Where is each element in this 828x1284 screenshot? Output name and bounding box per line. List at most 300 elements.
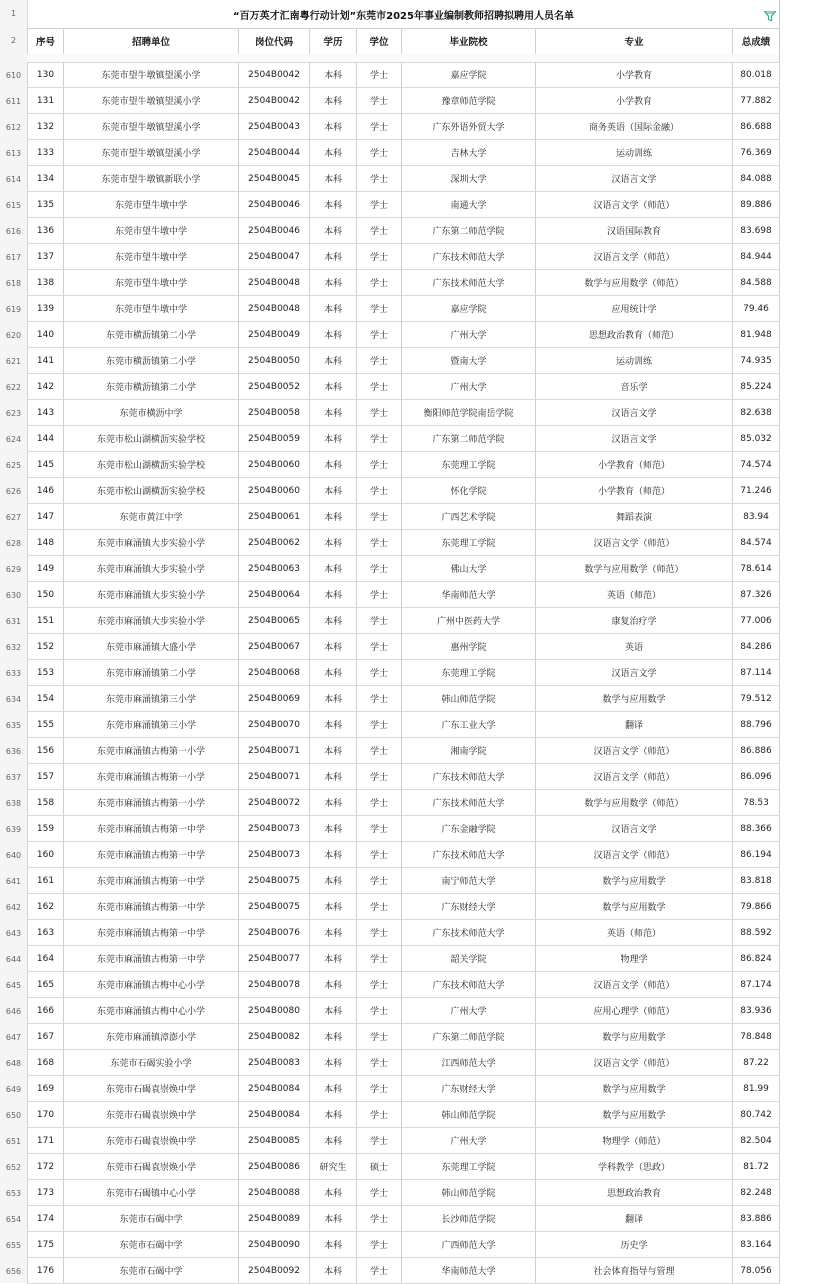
cell-score[interactable]: 74.935 bbox=[733, 348, 780, 374]
cell-score[interactable]: 78.53 bbox=[733, 790, 780, 816]
cell-index[interactable]: 170 bbox=[27, 1102, 64, 1128]
cell-education[interactable]: 本科 bbox=[310, 842, 357, 868]
row-number[interactable]: 619 bbox=[5, 305, 22, 314]
row-number[interactable]: 610 bbox=[5, 71, 22, 80]
cell-major[interactable]: 英语（师范） bbox=[536, 920, 733, 946]
cell-index[interactable]: 171 bbox=[27, 1128, 64, 1154]
cell-score[interactable]: 84.574 bbox=[733, 530, 780, 556]
cell-education[interactable]: 本科 bbox=[310, 738, 357, 764]
cell-unit[interactable]: 东莞市石碣袁崇焕中学 bbox=[64, 1128, 239, 1154]
cell-post-code[interactable]: 2504B0061 bbox=[239, 504, 310, 530]
row-number[interactable]: 618 bbox=[5, 279, 22, 288]
row-number[interactable]: 634 bbox=[5, 695, 22, 704]
cell-score[interactable]: 87.326 bbox=[733, 582, 780, 608]
cell-major[interactable]: 汉语言文学（师范） bbox=[536, 764, 733, 790]
cell-score[interactable]: 88.366 bbox=[733, 816, 780, 842]
cell-post-code[interactable]: 2504B0060 bbox=[239, 452, 310, 478]
cell-education[interactable]: 本科 bbox=[310, 634, 357, 660]
cell-unit[interactable]: 东莞市松山湖横沥实验学校 bbox=[64, 478, 239, 504]
cell-degree[interactable]: 学士 bbox=[357, 686, 402, 712]
cell-post-code[interactable]: 2504B0059 bbox=[239, 426, 310, 452]
cell-unit[interactable]: 东莞市麻涌镇第三小学 bbox=[64, 712, 239, 738]
cell-post-code[interactable]: 2504B0049 bbox=[239, 322, 310, 348]
cell-education[interactable]: 本科 bbox=[310, 1050, 357, 1076]
cell-index[interactable]: 135 bbox=[27, 192, 64, 218]
row-number[interactable]: 629 bbox=[5, 565, 22, 574]
cell-score[interactable]: 80.742 bbox=[733, 1102, 780, 1128]
row-number[interactable]: 630 bbox=[5, 591, 22, 600]
cell-score[interactable]: 83.818 bbox=[733, 868, 780, 894]
cell-school[interactable]: 广东技术师范大学 bbox=[402, 244, 536, 270]
cell-post-code[interactable]: 2504B0089 bbox=[239, 1206, 310, 1232]
cell-education[interactable]: 本科 bbox=[310, 192, 357, 218]
cell-unit[interactable]: 东莞市麻涌镇古梅中心小学 bbox=[64, 972, 239, 998]
cell-major[interactable]: 数学与应用数学 bbox=[536, 868, 733, 894]
cell-index[interactable]: 149 bbox=[27, 556, 64, 582]
cell-score[interactable]: 83.886 bbox=[733, 1206, 780, 1232]
cell-unit[interactable]: 东莞市麻涌镇大步实验小学 bbox=[64, 556, 239, 582]
cell-index[interactable]: 157 bbox=[27, 764, 64, 790]
cell-index[interactable]: 169 bbox=[27, 1076, 64, 1102]
cell-post-code[interactable]: 2504B0084 bbox=[239, 1076, 310, 1102]
cell-education[interactable]: 本科 bbox=[310, 790, 357, 816]
cell-score[interactable]: 81.72 bbox=[733, 1154, 780, 1180]
row-number[interactable]: 632 bbox=[5, 643, 22, 652]
cell-education[interactable]: 本科 bbox=[310, 1024, 357, 1050]
cell-index[interactable]: 133 bbox=[27, 140, 64, 166]
cell-major[interactable]: 汉语言文学 bbox=[536, 426, 733, 452]
cell-index[interactable]: 155 bbox=[27, 712, 64, 738]
cell-score[interactable]: 89.886 bbox=[733, 192, 780, 218]
cell-major[interactable]: 汉语言文学 bbox=[536, 166, 733, 192]
cell-school[interactable]: 南通大学 bbox=[402, 192, 536, 218]
cell-education[interactable]: 本科 bbox=[310, 530, 357, 556]
cell-degree[interactable]: 学士 bbox=[357, 1206, 402, 1232]
row-number[interactable]: 625 bbox=[5, 461, 22, 470]
cell-post-code[interactable]: 2504B0086 bbox=[239, 1154, 310, 1180]
cell-major[interactable]: 汉语言文学 bbox=[536, 816, 733, 842]
cell-unit[interactable]: 东莞市望牛墩镇望溪小学 bbox=[64, 114, 239, 140]
cell-unit[interactable]: 东莞市石碣袁崇焕中学 bbox=[64, 1076, 239, 1102]
cell-degree[interactable]: 学士 bbox=[357, 660, 402, 686]
cell-major[interactable]: 翻译 bbox=[536, 712, 733, 738]
row-number[interactable]: 637 bbox=[5, 773, 22, 782]
cell-index[interactable]: 163 bbox=[27, 920, 64, 946]
cell-education[interactable]: 本科 bbox=[310, 582, 357, 608]
cell-major[interactable]: 数学与应用数学 bbox=[536, 894, 733, 920]
cell-index[interactable]: 168 bbox=[27, 1050, 64, 1076]
cell-degree[interactable]: 学士 bbox=[357, 816, 402, 842]
cell-school[interactable]: 惠州学院 bbox=[402, 634, 536, 660]
cell-education[interactable]: 本科 bbox=[310, 868, 357, 894]
cell-school[interactable]: 东莞理工学院 bbox=[402, 530, 536, 556]
cell-index[interactable]: 139 bbox=[27, 296, 64, 322]
cell-score[interactable]: 81.948 bbox=[733, 322, 780, 348]
cell-education[interactable]: 本科 bbox=[310, 946, 357, 972]
cell-school[interactable]: 广西师范大学 bbox=[402, 1232, 536, 1258]
cell-post-code[interactable]: 2504B0083 bbox=[239, 1050, 310, 1076]
cell-index[interactable]: 140 bbox=[27, 322, 64, 348]
row-number[interactable]: 636 bbox=[5, 747, 22, 756]
cell-index[interactable]: 172 bbox=[27, 1154, 64, 1180]
cell-degree[interactable]: 学士 bbox=[357, 998, 402, 1024]
cell-education[interactable]: 本科 bbox=[310, 972, 357, 998]
cell-degree[interactable]: 学士 bbox=[357, 62, 402, 88]
cell-post-code[interactable]: 2504B0043 bbox=[239, 114, 310, 140]
cell-post-code[interactable]: 2504B0058 bbox=[239, 400, 310, 426]
cell-education[interactable]: 本科 bbox=[310, 140, 357, 166]
cell-school[interactable]: 豫章师范学院 bbox=[402, 88, 536, 114]
cell-score[interactable]: 86.886 bbox=[733, 738, 780, 764]
cell-score[interactable]: 78.614 bbox=[733, 556, 780, 582]
cell-major[interactable]: 数学与应用数学（师范） bbox=[536, 790, 733, 816]
row-number[interactable]: 611 bbox=[5, 97, 22, 106]
cell-major[interactable]: 小学教育 bbox=[536, 88, 733, 114]
cell-education[interactable]: 本科 bbox=[310, 426, 357, 452]
cell-score[interactable]: 86.194 bbox=[733, 842, 780, 868]
cell-unit[interactable]: 东莞市麻涌镇第二小学 bbox=[64, 660, 239, 686]
row-number[interactable]: 1 bbox=[10, 9, 17, 18]
cell-degree[interactable]: 学士 bbox=[357, 634, 402, 660]
cell-degree[interactable]: 学士 bbox=[357, 140, 402, 166]
cell-education[interactable]: 本科 bbox=[310, 322, 357, 348]
cell-school[interactable]: 广州中医药大学 bbox=[402, 608, 536, 634]
cell-unit[interactable]: 东莞市麻涌镇古梅第一中学 bbox=[64, 842, 239, 868]
cell-school[interactable]: 湘南学院 bbox=[402, 738, 536, 764]
cell-school[interactable]: 韶关学院 bbox=[402, 946, 536, 972]
row-number[interactable]: 655 bbox=[5, 1241, 22, 1250]
cell-school[interactable]: 嘉应学院 bbox=[402, 62, 536, 88]
cell-score[interactable]: 86.824 bbox=[733, 946, 780, 972]
cell-education[interactable]: 本科 bbox=[310, 452, 357, 478]
cell-degree[interactable]: 学士 bbox=[357, 504, 402, 530]
row-number[interactable]: 2 bbox=[10, 36, 17, 45]
cell-unit[interactable]: 东莞市望牛墩镇望溪小学 bbox=[64, 140, 239, 166]
cell-school[interactable]: 广东财经大学 bbox=[402, 1076, 536, 1102]
cell-degree[interactable]: 学士 bbox=[357, 296, 402, 322]
cell-degree[interactable]: 学士 bbox=[357, 1128, 402, 1154]
cell-major[interactable]: 数学与应用数学（师范） bbox=[536, 556, 733, 582]
cell-education[interactable]: 研究生 bbox=[310, 1154, 357, 1180]
row-number[interactable]: 642 bbox=[5, 903, 22, 912]
cell-unit[interactable]: 东莞市石碣中学 bbox=[64, 1206, 239, 1232]
cell-post-code[interactable]: 2504B0068 bbox=[239, 660, 310, 686]
cell-score[interactable]: 85.032 bbox=[733, 426, 780, 452]
cell-post-code[interactable]: 2504B0090 bbox=[239, 1232, 310, 1258]
cell-degree[interactable]: 硕士 bbox=[357, 1154, 402, 1180]
cell-education[interactable]: 本科 bbox=[310, 114, 357, 140]
cell-unit[interactable]: 东莞市横沥镇第二小学 bbox=[64, 322, 239, 348]
row-number[interactable]: 628 bbox=[5, 539, 22, 548]
cell-school[interactable]: 广东第二师范学院 bbox=[402, 426, 536, 452]
cell-index[interactable]: 148 bbox=[27, 530, 64, 556]
cell-education[interactable]: 本科 bbox=[310, 270, 357, 296]
cell-major[interactable]: 英语 bbox=[536, 634, 733, 660]
cell-score[interactable]: 88.796 bbox=[733, 712, 780, 738]
header-cell-degree[interactable]: 学位 bbox=[357, 28, 402, 54]
cell-degree[interactable]: 学士 bbox=[357, 244, 402, 270]
cell-education[interactable]: 本科 bbox=[310, 88, 357, 114]
cell-school[interactable]: 广西艺术学院 bbox=[402, 504, 536, 530]
row-number[interactable]: 615 bbox=[5, 201, 22, 210]
cell-score[interactable]: 79.512 bbox=[733, 686, 780, 712]
cell-post-code[interactable]: 2504B0047 bbox=[239, 244, 310, 270]
cell-score[interactable]: 76.369 bbox=[733, 140, 780, 166]
cell-score[interactable]: 81.99 bbox=[733, 1076, 780, 1102]
cell-index[interactable]: 167 bbox=[27, 1024, 64, 1050]
cell-major[interactable]: 英语（师范） bbox=[536, 582, 733, 608]
cell-index[interactable]: 164 bbox=[27, 946, 64, 972]
cell-score[interactable]: 83.936 bbox=[733, 998, 780, 1024]
cell-major[interactable]: 汉语言文学（师范） bbox=[536, 972, 733, 998]
cell-degree[interactable]: 学士 bbox=[357, 400, 402, 426]
cell-education[interactable]: 本科 bbox=[310, 478, 357, 504]
cell-post-code[interactable]: 2504B0092 bbox=[239, 1258, 310, 1284]
cell-score[interactable]: 86.688 bbox=[733, 114, 780, 140]
row-number[interactable]: 612 bbox=[5, 123, 22, 132]
cell-score[interactable]: 87.114 bbox=[733, 660, 780, 686]
cell-score[interactable]: 77.882 bbox=[733, 88, 780, 114]
cell-degree[interactable]: 学士 bbox=[357, 374, 402, 400]
row-number[interactable]: 648 bbox=[5, 1059, 22, 1068]
cell-index[interactable]: 158 bbox=[27, 790, 64, 816]
cell-degree[interactable]: 学士 bbox=[357, 1102, 402, 1128]
filter-icon[interactable] bbox=[764, 11, 776, 21]
row-number[interactable]: 649 bbox=[5, 1085, 22, 1094]
cell-education[interactable]: 本科 bbox=[310, 504, 357, 530]
row-number[interactable]: 640 bbox=[5, 851, 22, 860]
cell-degree[interactable]: 学士 bbox=[357, 478, 402, 504]
cell-index[interactable]: 134 bbox=[27, 166, 64, 192]
cell-score[interactable]: 82.248 bbox=[733, 1180, 780, 1206]
cell-index[interactable]: 145 bbox=[27, 452, 64, 478]
cell-index[interactable]: 154 bbox=[27, 686, 64, 712]
cell-major[interactable]: 运动训练 bbox=[536, 348, 733, 374]
cell-unit[interactable]: 东莞市麻涌镇漳澎小学 bbox=[64, 1024, 239, 1050]
cell-index[interactable]: 151 bbox=[27, 608, 64, 634]
cell-unit[interactable]: 东莞市横沥镇第二小学 bbox=[64, 348, 239, 374]
cell-school[interactable]: 南宁师范大学 bbox=[402, 868, 536, 894]
cell-index[interactable]: 160 bbox=[27, 842, 64, 868]
cell-index[interactable]: 143 bbox=[27, 400, 64, 426]
cell-degree[interactable]: 学士 bbox=[357, 270, 402, 296]
cell-major[interactable]: 汉语言文学（师范） bbox=[536, 244, 733, 270]
cell-degree[interactable]: 学士 bbox=[357, 764, 402, 790]
cell-post-code[interactable]: 2504B0046 bbox=[239, 192, 310, 218]
cell-degree[interactable]: 学士 bbox=[357, 1258, 402, 1284]
cell-school[interactable]: 广东第二师范学院 bbox=[402, 1024, 536, 1050]
cell-unit[interactable]: 东莞市麻涌镇大盛小学 bbox=[64, 634, 239, 660]
cell-post-code[interactable]: 2504B0042 bbox=[239, 88, 310, 114]
cell-post-code[interactable]: 2504B0084 bbox=[239, 1102, 310, 1128]
cell-unit[interactable]: 东莞市麻涌镇古梅第一中学 bbox=[64, 816, 239, 842]
cell-education[interactable]: 本科 bbox=[310, 244, 357, 270]
row-number[interactable]: 639 bbox=[5, 825, 22, 834]
cell-major[interactable]: 学科教学（思政） bbox=[536, 1154, 733, 1180]
cell-school[interactable]: 广州大学 bbox=[402, 322, 536, 348]
header-cell-school[interactable]: 毕业院校 bbox=[402, 28, 536, 54]
cell-post-code[interactable]: 2504B0042 bbox=[239, 62, 310, 88]
cell-unit[interactable]: 东莞市石碣镇中心小学 bbox=[64, 1180, 239, 1206]
row-number[interactable]: 651 bbox=[5, 1137, 22, 1146]
cell-post-code[interactable]: 2504B0067 bbox=[239, 634, 310, 660]
row-number[interactable]: 620 bbox=[5, 331, 22, 340]
cell-score[interactable]: 83.94 bbox=[733, 504, 780, 530]
cell-degree[interactable]: 学士 bbox=[357, 790, 402, 816]
cell-post-code[interactable]: 2504B0060 bbox=[239, 478, 310, 504]
row-number[interactable]: 631 bbox=[5, 617, 22, 626]
cell-major[interactable]: 小学教育 bbox=[536, 62, 733, 88]
cell-unit[interactable]: 东莞市横沥中学 bbox=[64, 400, 239, 426]
cell-school[interactable]: 长沙师范学院 bbox=[402, 1206, 536, 1232]
cell-score[interactable]: 74.574 bbox=[733, 452, 780, 478]
cell-score[interactable]: 84.286 bbox=[733, 634, 780, 660]
cell-degree[interactable]: 学士 bbox=[357, 88, 402, 114]
cell-degree[interactable]: 学士 bbox=[357, 608, 402, 634]
row-number[interactable]: 641 bbox=[5, 877, 22, 886]
cell-education[interactable]: 本科 bbox=[310, 920, 357, 946]
cell-major[interactable]: 思想政治教育 bbox=[536, 1180, 733, 1206]
cell-post-code[interactable]: 2504B0065 bbox=[239, 608, 310, 634]
header-cell-major[interactable]: 专业 bbox=[536, 28, 733, 54]
cell-score[interactable]: 78.848 bbox=[733, 1024, 780, 1050]
cell-unit[interactable]: 东莞市石碣中学 bbox=[64, 1258, 239, 1284]
cell-score[interactable]: 83.164 bbox=[733, 1232, 780, 1258]
cell-index[interactable]: 173 bbox=[27, 1180, 64, 1206]
cell-index[interactable]: 162 bbox=[27, 894, 64, 920]
cell-degree[interactable]: 学士 bbox=[357, 348, 402, 374]
cell-unit[interactable]: 东莞市黄江中学 bbox=[64, 504, 239, 530]
cell-index[interactable]: 137 bbox=[27, 244, 64, 270]
cell-degree[interactable]: 学士 bbox=[357, 1050, 402, 1076]
cell-school[interactable]: 嘉应学院 bbox=[402, 296, 536, 322]
cell-school[interactable]: 江西师范大学 bbox=[402, 1050, 536, 1076]
cell-score[interactable]: 83.698 bbox=[733, 218, 780, 244]
cell-major[interactable]: 汉语言文学 bbox=[536, 660, 733, 686]
row-number[interactable]: 638 bbox=[5, 799, 22, 808]
cell-major[interactable]: 应用统计学 bbox=[536, 296, 733, 322]
cell-index[interactable]: 138 bbox=[27, 270, 64, 296]
cell-school[interactable]: 深圳大学 bbox=[402, 166, 536, 192]
cell-education[interactable]: 本科 bbox=[310, 1206, 357, 1232]
cell-score[interactable]: 84.944 bbox=[733, 244, 780, 270]
cell-score[interactable]: 79.866 bbox=[733, 894, 780, 920]
cell-education[interactable]: 本科 bbox=[310, 374, 357, 400]
cell-index[interactable]: 176 bbox=[27, 1258, 64, 1284]
cell-score[interactable]: 84.588 bbox=[733, 270, 780, 296]
row-number[interactable]: 644 bbox=[5, 955, 22, 964]
cell-unit[interactable]: 东莞市望牛墩中学 bbox=[64, 192, 239, 218]
cell-unit[interactable]: 东莞市麻涌镇古梅第一小学 bbox=[64, 764, 239, 790]
cell-index[interactable]: 141 bbox=[27, 348, 64, 374]
row-number[interactable]: 622 bbox=[5, 383, 22, 392]
cell-post-code[interactable]: 2504B0088 bbox=[239, 1180, 310, 1206]
cell-degree[interactable]: 学士 bbox=[357, 842, 402, 868]
cell-school[interactable]: 吉林大学 bbox=[402, 140, 536, 166]
cell-major[interactable]: 翻译 bbox=[536, 1206, 733, 1232]
cell-post-code[interactable]: 2504B0075 bbox=[239, 894, 310, 920]
cell-unit[interactable]: 东莞市望牛墩中学 bbox=[64, 244, 239, 270]
cell-post-code[interactable]: 2504B0070 bbox=[239, 712, 310, 738]
cell-major[interactable]: 小学教育（师范） bbox=[536, 452, 733, 478]
cell-post-code[interactable]: 2504B0071 bbox=[239, 764, 310, 790]
cell-post-code[interactable]: 2504B0044 bbox=[239, 140, 310, 166]
cell-major[interactable]: 音乐学 bbox=[536, 374, 733, 400]
cell-degree[interactable]: 学士 bbox=[357, 1180, 402, 1206]
cell-major[interactable]: 汉语言文学（师范） bbox=[536, 530, 733, 556]
cell-school[interactable]: 东莞理工学院 bbox=[402, 452, 536, 478]
cell-unit[interactable]: 东莞市麻涌镇古梅第一中学 bbox=[64, 894, 239, 920]
cell-unit[interactable]: 东莞市望牛墩中学 bbox=[64, 296, 239, 322]
cell-post-code[interactable]: 2504B0048 bbox=[239, 270, 310, 296]
cell-education[interactable]: 本科 bbox=[310, 296, 357, 322]
row-number[interactable]: 652 bbox=[5, 1163, 22, 1172]
row-number[interactable]: 650 bbox=[5, 1111, 22, 1120]
cell-index[interactable]: 156 bbox=[27, 738, 64, 764]
cell-major[interactable]: 数学与应用数学 bbox=[536, 1102, 733, 1128]
cell-index[interactable]: 132 bbox=[27, 114, 64, 140]
row-number[interactable]: 653 bbox=[5, 1189, 22, 1198]
cell-unit[interactable]: 东莞市石碣袁崇焕小学 bbox=[64, 1154, 239, 1180]
cell-degree[interactable]: 学士 bbox=[357, 218, 402, 244]
cell-score[interactable]: 87.174 bbox=[733, 972, 780, 998]
row-number[interactable]: 635 bbox=[5, 721, 22, 730]
cell-unit[interactable]: 东莞市麻涌镇古梅第一中学 bbox=[64, 868, 239, 894]
cell-education[interactable]: 本科 bbox=[310, 218, 357, 244]
cell-school[interactable]: 衡阳师范学院南岳学院 bbox=[402, 400, 536, 426]
cell-major[interactable]: 应用心理学（师范） bbox=[536, 998, 733, 1024]
cell-post-code[interactable]: 2504B0069 bbox=[239, 686, 310, 712]
cell-degree[interactable]: 学士 bbox=[357, 946, 402, 972]
cell-major[interactable]: 运动训练 bbox=[536, 140, 733, 166]
cell-degree[interactable]: 学士 bbox=[357, 166, 402, 192]
cell-score[interactable]: 71.246 bbox=[733, 478, 780, 504]
cell-major[interactable]: 物理学（师范） bbox=[536, 1128, 733, 1154]
row-number[interactable]: 633 bbox=[5, 669, 22, 678]
cell-school[interactable]: 广东金融学院 bbox=[402, 816, 536, 842]
cell-degree[interactable]: 学士 bbox=[357, 322, 402, 348]
cell-major[interactable]: 汉语言文学 bbox=[536, 400, 733, 426]
cell-education[interactable]: 本科 bbox=[310, 1258, 357, 1284]
row-number[interactable]: 645 bbox=[5, 981, 22, 990]
cell-degree[interactable]: 学士 bbox=[357, 192, 402, 218]
row-number[interactable]: 623 bbox=[5, 409, 22, 418]
cell-school[interactable]: 韩山师范学院 bbox=[402, 686, 536, 712]
cell-unit[interactable]: 东莞市望牛墩镇新联小学 bbox=[64, 166, 239, 192]
cell-education[interactable]: 本科 bbox=[310, 712, 357, 738]
cell-education[interactable]: 本科 bbox=[310, 816, 357, 842]
row-number[interactable]: 626 bbox=[5, 487, 22, 496]
cell-school[interactable]: 广州大学 bbox=[402, 1128, 536, 1154]
cell-post-code[interactable]: 2504B0082 bbox=[239, 1024, 310, 1050]
cell-major[interactable]: 汉语国际教育 bbox=[536, 218, 733, 244]
cell-education[interactable]: 本科 bbox=[310, 1076, 357, 1102]
cell-education[interactable]: 本科 bbox=[310, 1232, 357, 1258]
cell-degree[interactable]: 学士 bbox=[357, 452, 402, 478]
cell-unit[interactable]: 东莞市松山湖横沥实验学校 bbox=[64, 426, 239, 452]
cell-index[interactable]: 147 bbox=[27, 504, 64, 530]
cell-unit[interactable]: 东莞市望牛墩镇望溪小学 bbox=[64, 88, 239, 114]
row-number[interactable]: 617 bbox=[5, 253, 22, 262]
cell-post-code[interactable]: 2504B0075 bbox=[239, 868, 310, 894]
row-number[interactable]: 643 bbox=[5, 929, 22, 938]
cell-school[interactable]: 广东技术师范大学 bbox=[402, 270, 536, 296]
cell-school[interactable]: 东莞理工学院 bbox=[402, 660, 536, 686]
cell-unit[interactable]: 东莞市麻涌镇古梅第一中学 bbox=[64, 946, 239, 972]
cell-major[interactable]: 汉语言文学（师范） bbox=[536, 192, 733, 218]
cell-index[interactable]: 136 bbox=[27, 218, 64, 244]
cell-degree[interactable]: 学士 bbox=[357, 972, 402, 998]
